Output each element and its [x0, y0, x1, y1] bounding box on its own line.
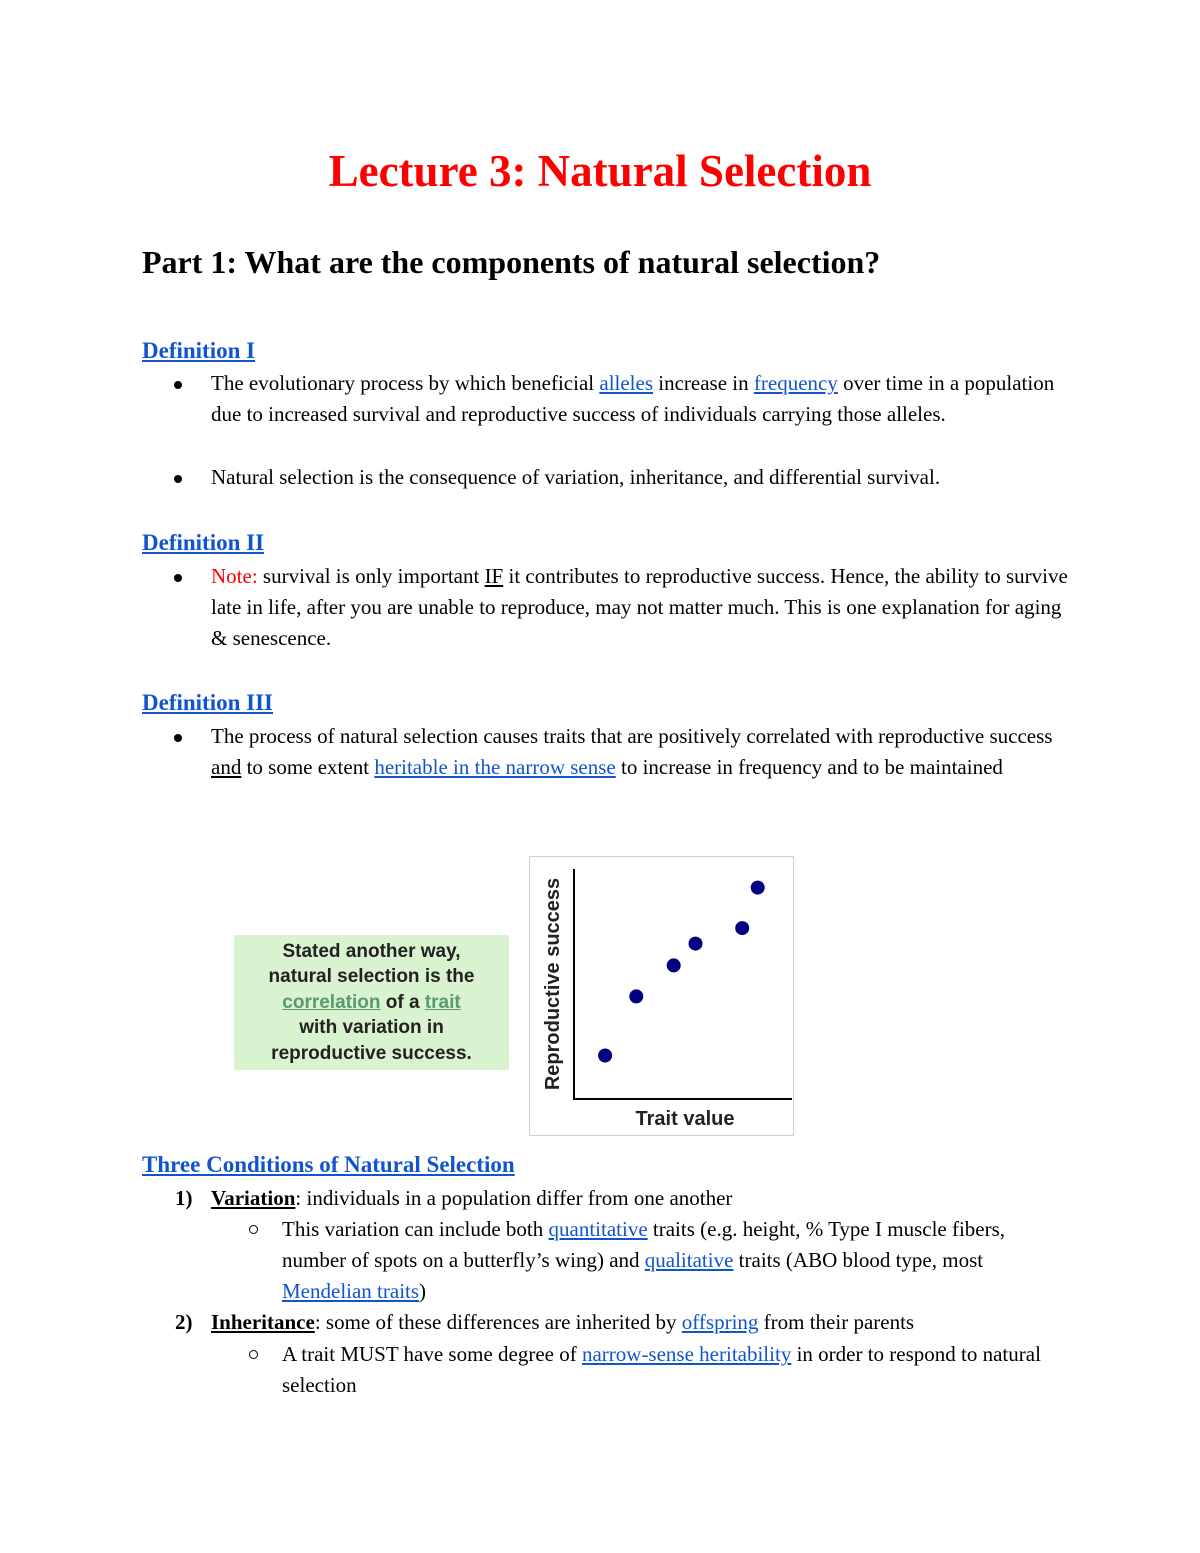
hollow-bullet-icon — [249, 1225, 258, 1234]
callout-line-3: correlation of a trait — [282, 991, 461, 1013]
correlation-term: correlation — [282, 991, 381, 1013]
definition-3-bullet-1: The process of natural selection causes traits that are positively correlated with reproductive success and to some extent heritable in the narrow sense to increase in frequency and to be maintained — [211, 721, 1071, 783]
callout-line-5: reproductive success. — [271, 1042, 472, 1064]
heritable-narrow-sense-link[interactable]: heritable in the narrow sense — [374, 755, 616, 779]
bullet-icon — [174, 574, 182, 582]
condition-1-number: 1) — [175, 1186, 193, 1210]
and-emphasis: and — [211, 755, 242, 779]
condition-1-sub-item: This variation can include both quantitative traits (e.g. height, % Type I muscle fibers, number of spots on a butterfly’s wing) and qualitative traits (ABO blood type, most Mendelian traits) — [282, 1214, 1072, 1307]
definition-1-heading[interactable]: Definition I — [142, 338, 256, 363]
qualitative-link[interactable]: qualitative — [644, 1248, 734, 1272]
bullet-icon — [174, 734, 182, 742]
alleles-link[interactable]: alleles — [599, 371, 654, 395]
definition-1-bullet-1: The evolutionary process by which beneficial alleles increase in frequency over time in a population due to increased survival and reproductive success of individuals carrying those alleles. — [211, 368, 1071, 430]
inheritance-term: Inheritance — [211, 1310, 315, 1334]
bullet-icon — [174, 475, 182, 483]
data-point — [598, 1049, 612, 1063]
part-1-heading: Part 1: What are the components of natural selection? — [142, 244, 881, 280]
if-emphasis: IF — [484, 564, 504, 588]
data-point — [629, 989, 643, 1003]
scatter-chart — [529, 856, 794, 1136]
definition-2-heading[interactable]: Definition II — [142, 530, 265, 555]
quantitative-link[interactable]: quantitative — [548, 1217, 648, 1241]
callout-box — [234, 935, 509, 1070]
data-point — [689, 937, 703, 951]
trait-term: trait — [424, 991, 461, 1013]
condition-2-sub-item: A trait MUST have some degree of narrow-sense heritability in order to respond to natural selection — [282, 1339, 1072, 1401]
x-axis-label: Trait value — [635, 1108, 735, 1130]
page-title: Lecture 3: Natural Selection — [328, 146, 872, 196]
callout-line-2: natural selection is the — [268, 966, 475, 988]
definition-3-heading[interactable]: Definition III — [142, 690, 273, 715]
definition-1-bullet-2: Natural selection is the consequence of variation, inheritance, and differential survival. — [211, 462, 1071, 493]
mendelian-traits-link[interactable]: Mendelian traits — [282, 1279, 420, 1303]
bullet-icon — [174, 381, 182, 389]
condition-2: 2) Inheritance: some of these differences are inherited by offspring from their parents — [211, 1307, 1071, 1338]
callout-line-4: with variation in — [299, 1017, 444, 1039]
condition-1: 1) Variation: individuals in a population differ from one another — [211, 1183, 1071, 1214]
note-label: Note: — [211, 564, 258, 588]
scatter-chart-svg — [530, 857, 793, 1135]
three-conditions-heading[interactable]: Three Conditions of Natural Selection — [142, 1152, 515, 1177]
definition-2-bullet-1: Note: survival is only important IF it contributes to reproductive success. Hence, the ability to survive late in life, after you are unable to reproduce, may not matter much. This is one explanation for aging & senescence. — [211, 561, 1071, 654]
frequency-link[interactable]: frequency — [753, 371, 838, 395]
data-point — [735, 921, 749, 935]
condition-2-number: 2) — [175, 1310, 193, 1334]
callout-line-1: Stated another way, — [282, 940, 461, 962]
hollow-bullet-icon — [249, 1350, 258, 1359]
data-point — [751, 881, 765, 895]
y-axis-label: Reproductive success — [542, 877, 564, 1091]
narrow-sense-heritability-link[interactable]: narrow-sense heritability — [581, 1342, 792, 1366]
offspring-link[interactable]: offspring — [681, 1310, 759, 1334]
data-points — [598, 881, 765, 1063]
data-point — [667, 958, 681, 972]
variation-term: Variation — [211, 1186, 296, 1210]
